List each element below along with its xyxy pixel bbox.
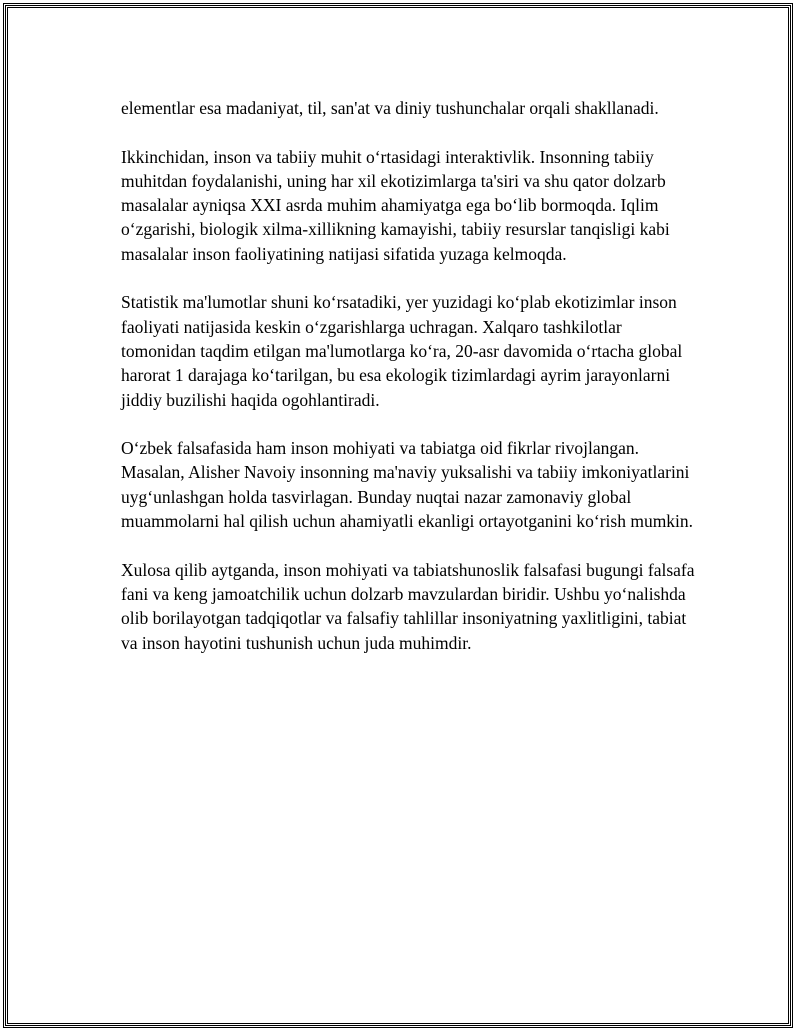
paragraph: Statistik ma'lumotlar shuni ko‘rsatadiki, yer yuzidagi ko‘plab ekotizimlar inson faoliyati natijasida keskin o‘zgarishlarga uchragan. Xalqaro tashkilotlar tomonidan taqdim etilgan ma'lumotlarga ko‘ra, 20-asr davomida o‘rtacha global harorat 1 darajaga ko‘tarilgan, bu esa ekologik tizimlardagi ayrim jarayonlarni jiddiy buzilishi haqida ogohlantiradi. — [121, 292, 683, 410]
paragraph: Xulosa qilib aytganda, inson mohiyati va tabiatshunoslik falsafasi bugungi falsafa fani va keng jamoatchilik uchun dolzarb mavzulardan biridir. Ushbu yo‘nalishda olib borilayotgan tadqiqotlar va falsafiy tahlillar insoniyatning yaxlitligini, tabiat va inson hayotini tushunish uchun juda muhimdir. — [121, 559, 695, 653]
document-body — [121, 96, 696, 679]
paragraph: elementlar esa madaniyat, til, san'at va diniy tushunchalar orqali shakllanadi. — [121, 98, 659, 118]
paragraph: Ikkinchidan, inson va tabiiy muhit o‘rtasidagi interaktivlik. Insonning tabiiy muhitdan foydalanishi, uning har xil ekotizimlarga ta'siri va shu qator dolzarb masalalar ayniqsa XXI asrda muhim ahamiyatga ega bo‘lib bormoqda. Iqlim o‘zgarishi, biologik xilma-xillikning kamayishi, tabiiy resurslar tanqisligi kabi masalalar inson faoliyatining natijasi sifatida yuzaga kelmoqda. — [121, 146, 670, 264]
paragraph: O‘zbek falsafasida ham inson mohiyati va tabiatga oid fikrlar rivojlangan. Masalan, Alisher Navoiy insonning ma'naviy yuksalishi va tabiiy imkoniyatlarini uyg‘unlashgan holda tasvirlagan. Bunday nuqtai nazar zamonaviy global muammolarni hal qilish uchun ahamiyatli ekanligi ortayotganini ko‘rish mumkin. — [121, 438, 694, 532]
page-border — [3, 3, 793, 1028]
